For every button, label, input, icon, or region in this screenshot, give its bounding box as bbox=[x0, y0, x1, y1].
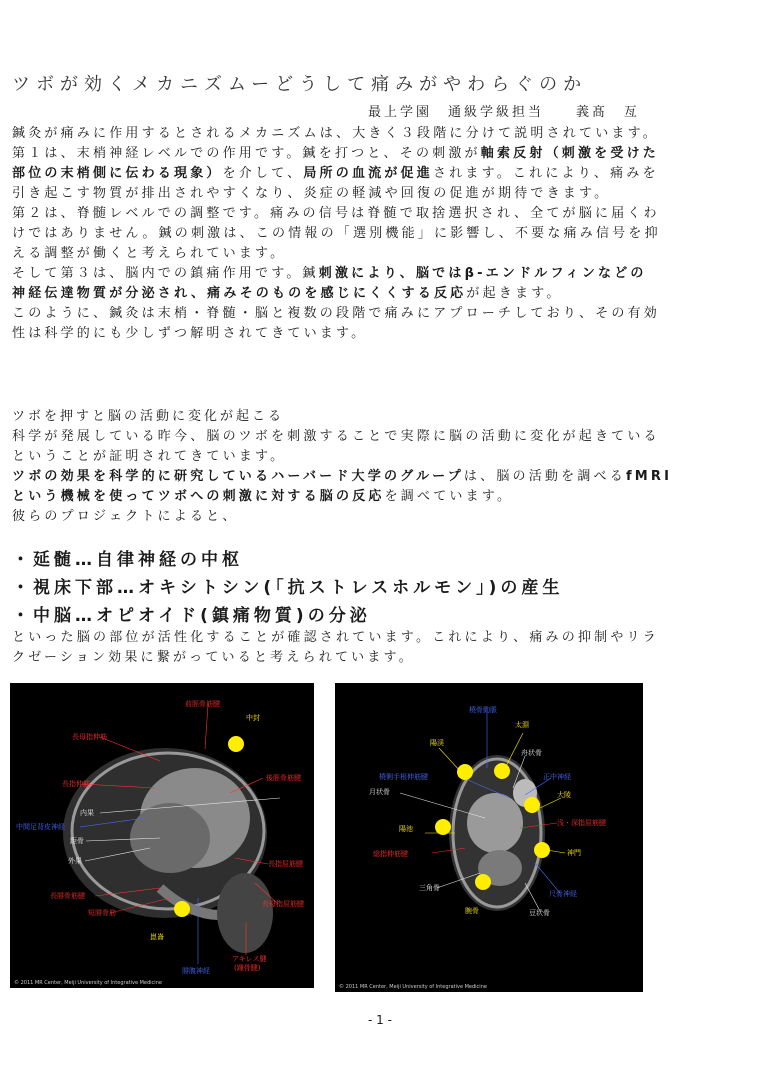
text-line bbox=[12, 427, 752, 447]
text-run: 第２は、脊髄レベルでの調整です。痛みの信号は脊髄で取捨選択され、全てが脳に届くわ bbox=[12, 206, 660, 221]
label-anterior-tibial: 前脛骨筋腱 bbox=[185, 700, 220, 708]
ankle-mri-figure bbox=[10, 683, 314, 988]
bold-phrase: 神経伝達物質が分泌され、痛みそのものを感じにくくする反応 bbox=[12, 286, 467, 301]
mechanism-paragraph bbox=[12, 124, 752, 344]
label-calcaneal-tendon: (踵骨腱) bbox=[234, 964, 261, 972]
text-run: 科学が発展している昨今、脳のツボを刺激することで実際に脳の活動に変化が起きている bbox=[12, 429, 660, 444]
text-line bbox=[12, 184, 752, 204]
figure-copyright: © 2011 MR Center, Meiji University of Integrative Medicine bbox=[339, 984, 487, 990]
text-line bbox=[12, 628, 752, 648]
text-line bbox=[12, 164, 752, 184]
label-achilles: アキレス腱 bbox=[232, 955, 267, 963]
text-line bbox=[12, 447, 752, 467]
wrist-mri-figure bbox=[335, 683, 643, 992]
label-yangxi: 陽渓 bbox=[430, 739, 444, 747]
text-run: を介して、 bbox=[222, 166, 304, 181]
bold-phrase: ツボの効果を科学的に研究しているハーバード大学のグループ bbox=[12, 469, 464, 484]
acupoint-zhongfeng-marker bbox=[228, 736, 244, 752]
label-peroneus-brevis: 短腓骨筋 bbox=[88, 909, 116, 917]
acupoint-yangxi-marker bbox=[457, 764, 473, 780]
acupoint-yangchi-marker bbox=[435, 819, 451, 835]
brain-paragraph bbox=[12, 427, 752, 527]
text-line bbox=[12, 124, 752, 144]
bullet-midbrain: ・中脳…オピオイド(鎮痛物質)の分泌 bbox=[12, 606, 371, 626]
bold-phrase: という機械を使ってツボへの刺激に対する脳の反応 bbox=[12, 489, 385, 504]
author-line: 最上学園 通級学級担当 義髙 亙 bbox=[368, 105, 641, 120]
label-nerve: 中間足背皮神経 bbox=[16, 823, 65, 831]
label-triquetrum: 三角骨 bbox=[419, 884, 440, 892]
bold-phrase: 局所の血流が促進 bbox=[303, 166, 433, 181]
text-run: といった脳の部位が活性化することが確認されています。これにより、痛みの抑制やリラ bbox=[12, 630, 659, 645]
label-talus: 距骨 bbox=[70, 837, 84, 845]
text-run: 彼らのプロジェクトによると、 bbox=[12, 509, 239, 524]
text-line bbox=[12, 304, 752, 324]
text-run: える調整が働くと考えられています。 bbox=[12, 246, 287, 261]
label-kunlun: 崑崙 bbox=[150, 933, 164, 941]
label-medial-malleolus: 内果 bbox=[80, 809, 94, 817]
text-run: 鍼灸が痛みに作用するとされるメカニズムは、大きく３段階に分けて説明されています。 bbox=[12, 126, 659, 141]
text-run: 性は科学的にも少しずつ解明されてきています。 bbox=[12, 326, 368, 341]
text-run: ということが証明されてきています。 bbox=[12, 449, 287, 464]
text-run: クゼーション効果に繋がっていると考えられています。 bbox=[12, 650, 415, 665]
label-pisiform: 豆状骨 bbox=[529, 909, 550, 917]
text-run: が起きます。 bbox=[466, 286, 563, 301]
text-run: は、脳の活動を調べる bbox=[463, 469, 626, 484]
label-lunate: 月状骨 bbox=[369, 788, 390, 796]
page-title: ツボが効くメカニズムーどうして痛みがやわらぐのか bbox=[12, 74, 588, 95]
text-line bbox=[12, 284, 752, 304]
label-yangchi: 陽池 bbox=[399, 825, 413, 833]
text-run: 引き起こす物質が排出されやすくなり、炎症の軽減や回復の促進が期待できます。 bbox=[12, 186, 611, 201]
section-heading: ツボを押すと脳の活動に変化が起こる bbox=[12, 409, 285, 424]
text-run: を調べています。 bbox=[384, 489, 514, 504]
label-wangu: 腕骨 bbox=[465, 907, 479, 915]
label-edc: 総指伸筋腱 bbox=[373, 850, 408, 858]
text-line bbox=[12, 264, 752, 284]
acupoint-daling-marker bbox=[524, 797, 540, 813]
text-run: そして第３は、脳内での鎮痛作用です。鍼 bbox=[12, 266, 319, 281]
label-zhongfeng: 中封 bbox=[246, 714, 260, 722]
acupoint-shenmen-marker bbox=[534, 842, 550, 858]
label-taiyuan: 太淵 bbox=[515, 721, 529, 729]
text-run: 第１は、末梢神経レベルでの作用です。鍼を打つと、その刺激が bbox=[12, 146, 481, 161]
text-run: されます。これにより、痛みを bbox=[432, 166, 659, 181]
bold-phrase: fMRI bbox=[625, 469, 673, 484]
text-line bbox=[12, 244, 752, 264]
text-line bbox=[12, 467, 752, 487]
text-run: けではありません。鍼の刺激は、この情報の「選別機能」に影響し、不要な痛み信号を抑 bbox=[12, 226, 661, 241]
label-ulnar-nerve: 尺骨神経 bbox=[549, 890, 577, 898]
label-flexor-tendons: 浅・深指屈筋腱 bbox=[557, 819, 606, 827]
label-peroneus-longus: 長腓骨筋腱 bbox=[50, 892, 85, 900]
figure-copyright: © 2011 MR Center, Meiji University of Integrative Medicine bbox=[14, 980, 162, 986]
label-shenmen: 神門 bbox=[567, 849, 581, 857]
label-fhl: 長母指屈筋腱 bbox=[262, 900, 304, 908]
closing-paragraph bbox=[12, 628, 752, 668]
page-number: - 1 - bbox=[368, 1013, 392, 1027]
text-line bbox=[12, 487, 752, 507]
bold-phrase: 刺激により、脳ではβ-エンドルフィンなどの bbox=[318, 266, 647, 281]
bold-phrase: 部位の末梢側に伝わる現象） bbox=[12, 166, 223, 181]
label-sural-nerve: 腓腹神経 bbox=[182, 967, 210, 975]
label-ehl: 長母指伸筋 bbox=[72, 733, 107, 741]
label-fdl: 長指屈筋腱 bbox=[268, 860, 303, 868]
label-median-nerve: 正中神経 bbox=[543, 773, 571, 781]
label-posterior-tibial: 後脛骨筋腱 bbox=[266, 774, 301, 782]
label-ecr: 橈側手根伸筋腱 bbox=[379, 773, 428, 781]
label-daling: 大陵 bbox=[557, 791, 571, 799]
acupoint-kunlun-marker bbox=[174, 901, 190, 917]
label-scaphoid: 舟状骨 bbox=[521, 749, 542, 757]
text-line bbox=[12, 144, 752, 164]
text-line bbox=[12, 507, 752, 527]
text-run: このように、鍼灸は末梢・脊髄・脳と複数の段階で痛みにアプローチしており、その有効 bbox=[12, 306, 661, 321]
acupoint-taiyuan-marker bbox=[494, 763, 510, 779]
text-line bbox=[12, 648, 752, 668]
text-line bbox=[12, 324, 752, 344]
acupoint-wangu-marker bbox=[475, 874, 491, 890]
bullet-medulla: ・延髄…自律神経の中枢 bbox=[12, 550, 243, 570]
text-line bbox=[12, 224, 752, 244]
bold-phrase: 軸索反射（刺激を受けた bbox=[480, 146, 659, 161]
label-edl: 長指伸筋 bbox=[62, 780, 90, 788]
label-lateral-malleolus: 外果 bbox=[68, 857, 82, 865]
text-line bbox=[12, 204, 752, 224]
label-radial-artery: 橈骨動脈 bbox=[469, 706, 497, 714]
bullet-hypothalamus: ・視床下部…オキシトシン(「抗ストレスホルモン」)の産生 bbox=[12, 578, 564, 598]
